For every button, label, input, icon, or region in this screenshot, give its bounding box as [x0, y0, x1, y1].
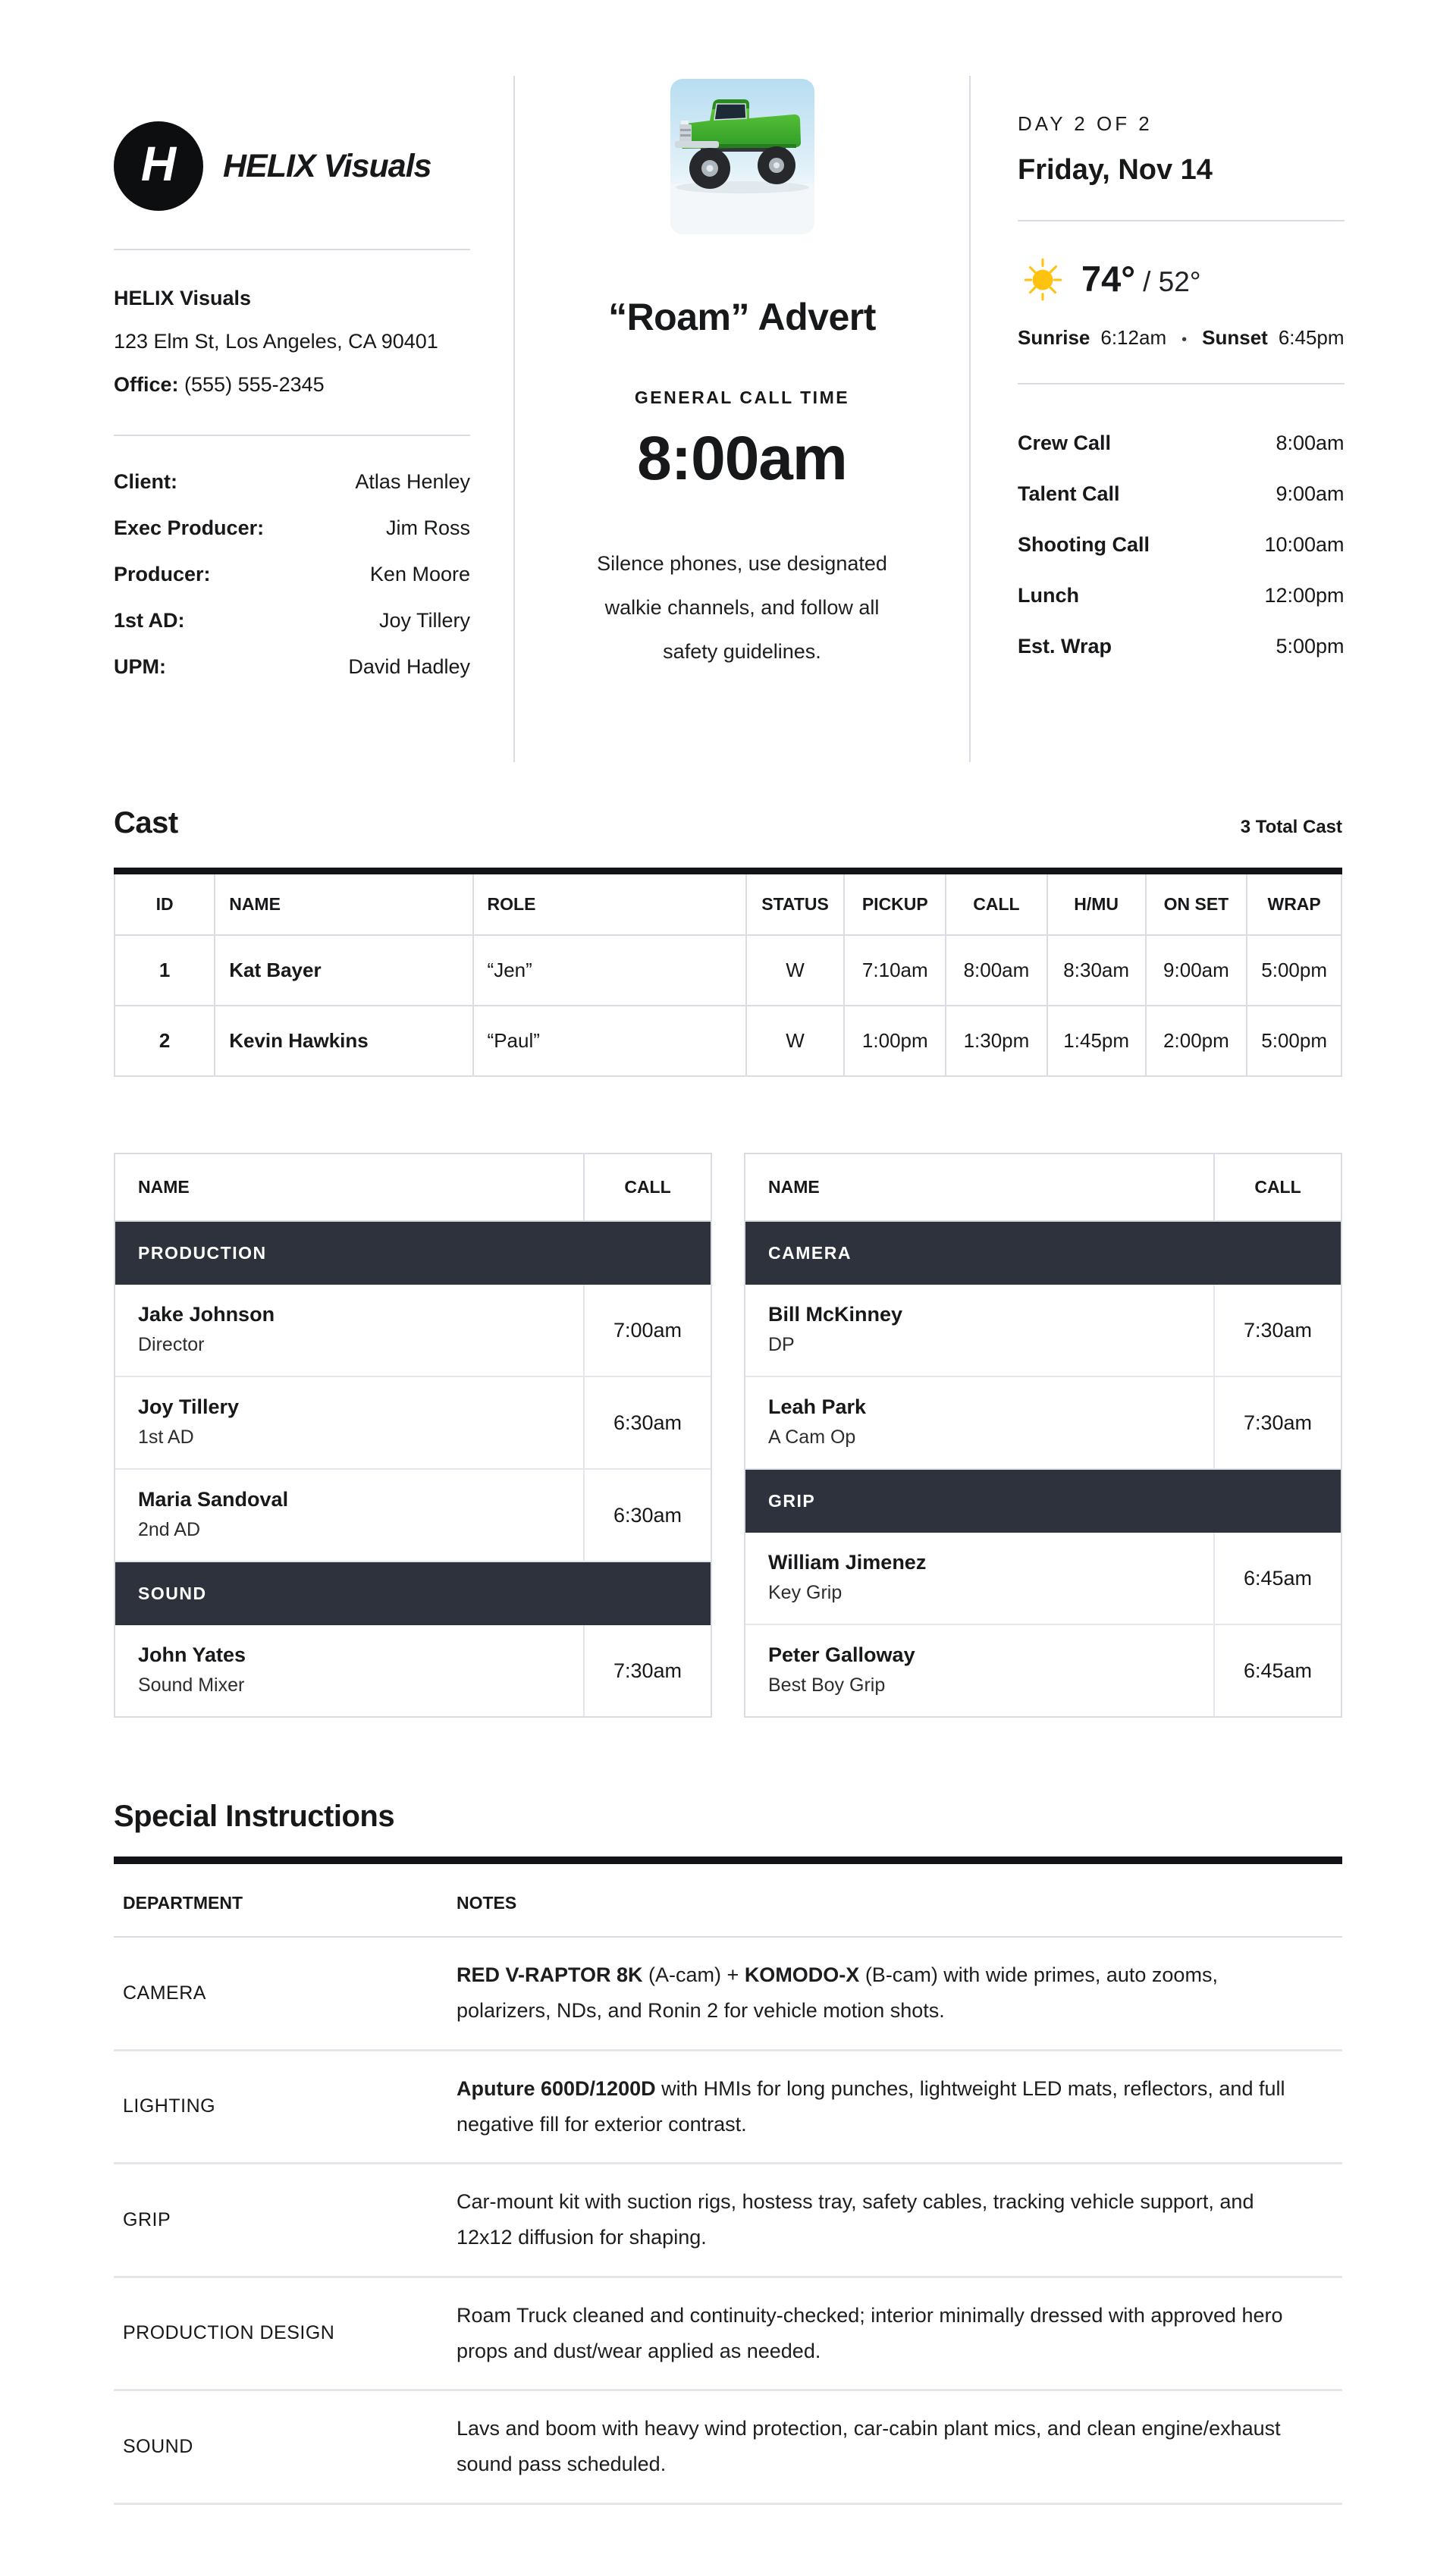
si-note-segment: Car-mount kit with suction rigs, hostess tray, safety cables, tracking vehicle support, and 12x12 diffusion for shaping. — [457, 2190, 1254, 2249]
cast-cell: Kevin Hawkins — [215, 1006, 472, 1076]
crew-member-name: Leah Park — [768, 1395, 867, 1418]
contact-label: UPM: — [114, 655, 166, 678]
si-department: GRIP — [123, 2208, 171, 2230]
crew-call-time: 6:30am — [583, 1470, 711, 1561]
contact-label: Client: — [114, 470, 177, 493]
schedule-row — [1018, 621, 1345, 672]
department-column-label: DEPARTMENT — [123, 1893, 243, 1913]
schedule-label: Crew Call — [1018, 432, 1112, 454]
crew-member-info — [115, 1625, 583, 1716]
crew-member-role: Sound Mixer — [138, 1674, 245, 1696]
cast-section-header — [114, 806, 1342, 840]
crew-call-time: 7:30am — [583, 1625, 711, 1716]
crew-member-role: 2nd AD — [138, 1519, 201, 1540]
key-contacts-list — [114, 459, 470, 690]
crew-table-left — [114, 1153, 712, 1718]
shoot-date: Friday, Nov 14 — [1018, 154, 1213, 186]
schedule-label: Est. Wrap — [1018, 635, 1112, 658]
cast-header-cell: ON SET — [1146, 871, 1247, 936]
contact-value: David Hadley — [348, 655, 470, 678]
cast-cell: W — [746, 935, 845, 1006]
contact-value: Ken Moore — [369, 563, 470, 585]
cast-cell: “Paul” — [473, 1006, 746, 1076]
day-count-label: DAY 2 OF 2 — [1018, 112, 1153, 135]
divider — [1018, 220, 1345, 221]
contact-row — [114, 644, 470, 690]
crew-member-row — [115, 1285, 711, 1377]
contact-row — [114, 459, 470, 505]
cast-header-cell: H/MU — [1047, 871, 1146, 936]
crew-member-role: 1st AD — [138, 1427, 194, 1448]
crew-call-time: 7:30am — [1213, 1377, 1341, 1468]
schedule-time: 9:00am — [1276, 482, 1345, 505]
si-row — [114, 2164, 1342, 2278]
crew-member-info — [745, 1285, 1213, 1376]
crew-member-role: A Cam Op — [768, 1427, 856, 1448]
si-note-segment: Lavs and boom with heavy wind protection, car-cabin plant mics, and clean engine/exhaust sound pass scheduled. — [457, 2417, 1281, 2476]
notes-column-label: NOTES — [457, 1893, 517, 1913]
sunrise-time: 6:12am — [1100, 326, 1167, 349]
crew-member-role: Best Boy Grip — [768, 1674, 886, 1696]
crew-member-name: Joy Tillery — [138, 1395, 240, 1418]
cast-header-row — [115, 871, 1341, 936]
company-address: 123 Elm St, Los Angeles, CA 90401 — [114, 330, 438, 353]
crew-section-header: GRIP — [745, 1470, 1341, 1533]
schedule-time: 10:00am — [1264, 533, 1345, 556]
green-pickup-truck-image — [670, 79, 814, 234]
si-row — [114, 2391, 1342, 2505]
crew-member-row — [745, 1285, 1341, 1377]
si-department: PRODUCTION DESIGN — [123, 2322, 335, 2344]
si-department: LIGHTING — [123, 2095, 216, 2117]
si-notes — [457, 1957, 1333, 2029]
sun-times — [1018, 326, 1345, 350]
cast-row — [115, 935, 1341, 1006]
crew-member-info — [115, 1377, 583, 1468]
si-note-segment: (A-cam) + — [642, 1963, 745, 1986]
cast-table-head — [115, 871, 1341, 936]
si-note-bold-segment: KOMODO-X — [744, 1963, 860, 1986]
special-instructions-title: Special Instructions — [114, 1800, 395, 1833]
cast-cell: 2 — [115, 1006, 215, 1076]
special-instructions-section — [114, 1800, 1342, 2505]
crew-call-time: 7:00am — [583, 1285, 711, 1376]
schedule-time: 5:00pm — [1276, 635, 1345, 658]
si-notes — [457, 2071, 1333, 2143]
crew-member-row — [745, 1377, 1341, 1470]
cast-header-cell: WRAP — [1247, 871, 1341, 936]
cast-cell: 1 — [115, 935, 215, 1006]
si-row — [114, 2051, 1342, 2165]
cast-header-cell: CALL — [946, 871, 1047, 936]
crew-call-column-label: CALL — [1213, 1154, 1341, 1220]
crew-member-row — [745, 1533, 1341, 1625]
crew-member-info — [115, 1285, 583, 1376]
cast-cell: 5:00pm — [1247, 1006, 1341, 1076]
si-note-bold-segment: Aputure 600D/1200D — [457, 2076, 656, 2100]
contact-row — [114, 551, 470, 598]
company-name: HELIX Visuals — [114, 287, 252, 309]
weather — [1018, 253, 1345, 303]
cast-cell: “Jen” — [473, 935, 746, 1006]
day-schedule-list — [1018, 418, 1345, 672]
cast-header-cell: ROLE — [473, 871, 746, 936]
production-photo — [568, 76, 916, 234]
crew-name-column-label: NAME — [768, 1177, 820, 1197]
crew-call-time: 6:45am — [1213, 1625, 1341, 1716]
crew-member-info — [745, 1533, 1213, 1624]
contact-label: Exec Producer: — [114, 516, 265, 539]
cast-cell: 1:00pm — [844, 1006, 946, 1076]
crew-section — [114, 1153, 1342, 1718]
schedule-row — [1018, 519, 1345, 570]
cast-title: Cast — [114, 806, 178, 840]
si-department: CAMERA — [123, 1982, 206, 2004]
cast-cell: W — [746, 1006, 845, 1076]
crew-call-time: 7:30am — [1213, 1285, 1341, 1376]
divider — [114, 249, 470, 250]
crew-member-info — [115, 1470, 583, 1561]
crew-member-name: William Jimenez — [768, 1551, 927, 1574]
crew-member-row — [115, 1625, 711, 1716]
si-note-bold-segment: RED V-RAPTOR 8K — [457, 1963, 643, 1986]
cast-cell: 2:00pm — [1146, 1006, 1247, 1076]
cast-section — [114, 806, 1342, 1077]
office-label: Office: — [114, 373, 179, 396]
cast-header-cell: ID — [115, 871, 215, 936]
general-call-time: 8:00am — [637, 424, 847, 493]
temp-high: 74° — [1081, 258, 1136, 299]
contact-value: Atlas Henley — [355, 470, 470, 493]
company-office — [114, 375, 470, 395]
crew-member-name: Jake Johnson — [138, 1303, 275, 1326]
production-title: “Roam” Advert — [608, 296, 876, 338]
office-phone: (555) 555-2345 — [184, 373, 325, 396]
crew-call-column-label: CALL — [583, 1154, 711, 1220]
special-instructions-head — [114, 1864, 1342, 1938]
contact-row — [114, 598, 470, 644]
crew-member-name: Peter Galloway — [768, 1643, 915, 1666]
header-day-column — [971, 76, 1345, 762]
divider — [114, 435, 470, 436]
sunset-time: 6:45pm — [1278, 326, 1345, 349]
contact-row — [114, 505, 470, 551]
thick-rule — [114, 1857, 1342, 1864]
header-production-column — [513, 76, 971, 762]
crew-member-row — [745, 1625, 1341, 1716]
set-etiquette-note: Silence phones, use designated walkie channels, and follow all safety guidelines. — [597, 552, 887, 664]
crew-call-time: 6:30am — [583, 1377, 711, 1468]
temperature — [1081, 258, 1201, 300]
cast-header-cell: NAME — [215, 871, 472, 936]
company-info — [114, 288, 470, 395]
contact-label: Producer: — [114, 563, 211, 585]
cast-table-body — [115, 935, 1341, 1076]
sunset-label: Sunset — [1202, 326, 1268, 349]
cast-table — [114, 868, 1342, 1077]
si-row — [114, 1938, 1342, 2051]
dot-separator: • — [1181, 331, 1188, 348]
si-notes — [457, 2184, 1333, 2256]
sunrise-label: Sunrise — [1018, 326, 1090, 349]
cast-cell: Kat Bayer — [215, 935, 472, 1006]
general-call-time-label: GENERAL CALL TIME — [634, 388, 850, 407]
cast-total-badge: 3 Total Cast — [1240, 817, 1342, 837]
crew-member-row — [115, 1377, 711, 1470]
crew-table-header — [115, 1154, 711, 1222]
schedule-row — [1018, 469, 1345, 519]
crew-table-header — [745, 1154, 1341, 1222]
schedule-row — [1018, 418, 1345, 469]
si-note-segment: with HMIs for long punches, lightweight LED mats, reflectors, and full negative fill for exterior contrast. — [457, 2076, 1285, 2136]
schedule-label: Talent Call — [1018, 482, 1120, 505]
company-logo-text: HELIX Visuals — [223, 147, 431, 184]
crew-table-right — [744, 1153, 1342, 1718]
cast-cell: 5:00pm — [1247, 935, 1341, 1006]
crew-section-header: SOUND — [115, 1562, 711, 1625]
crew-member-role: DP — [768, 1334, 795, 1355]
cast-cell: 8:30am — [1047, 935, 1146, 1006]
crew-member-name: Maria Sandoval — [138, 1488, 289, 1511]
crew-member-role: Key Grip — [768, 1582, 843, 1603]
company-logo — [114, 121, 470, 211]
crew-member-info — [745, 1377, 1213, 1468]
cast-row — [115, 1006, 1341, 1076]
contact-value: Joy Tillery — [378, 609, 470, 632]
si-row — [114, 2278, 1342, 2392]
cast-cell: 9:00am — [1146, 935, 1247, 1006]
contact-label: 1st AD: — [114, 609, 185, 632]
crew-member-name: Bill McKinney — [768, 1303, 903, 1326]
cast-cell: 1:30pm — [946, 1006, 1047, 1076]
crew-section-header: PRODUCTION — [115, 1222, 711, 1285]
cast-cell: 1:45pm — [1047, 1006, 1146, 1076]
contact-value: Jim Ross — [385, 516, 470, 539]
crew-member-name: John Yates — [138, 1643, 246, 1666]
crew-call-time: 6:45am — [1213, 1533, 1341, 1624]
si-notes — [457, 2411, 1333, 2483]
sun-icon — [1018, 253, 1068, 303]
cast-cell: 8:00am — [946, 935, 1047, 1006]
crew-name-column-label: NAME — [138, 1177, 190, 1197]
schedule-label: Lunch — [1018, 584, 1079, 607]
crew-member-info — [745, 1625, 1213, 1716]
special-instructions-rows — [114, 1938, 1342, 2505]
cast-header-cell: STATUS — [746, 871, 845, 936]
si-notes — [457, 2298, 1333, 2370]
helix-logo-icon: H — [114, 121, 203, 211]
si-note-segment: (B-cam) with wide primes, auto zooms, polarizers, NDs, and Ronin 2 for vehicle motion shots. — [457, 1963, 1218, 2023]
temp-low: / 52° — [1143, 265, 1201, 297]
schedule-time: 8:00am — [1276, 432, 1345, 454]
crew-member-row — [115, 1470, 711, 1562]
si-note-segment: Roam Truck cleaned and continuity-checked; interior minimally dressed with approved hero props and dust/wear applied as needed. — [457, 2303, 1283, 2362]
schedule-row — [1018, 570, 1345, 621]
crew-section-header: CAMERA — [745, 1222, 1341, 1285]
cast-cell: 7:10am — [844, 935, 946, 1006]
cast-header-cell: PICKUP — [844, 871, 946, 936]
schedule-time: 12:00pm — [1264, 584, 1345, 607]
header-company-column — [114, 76, 513, 762]
header — [114, 76, 1345, 762]
divider — [1018, 383, 1345, 384]
schedule-label: Shooting Call — [1018, 533, 1150, 556]
si-department: SOUND — [123, 2435, 193, 2457]
crew-member-role: Director — [138, 1334, 205, 1355]
